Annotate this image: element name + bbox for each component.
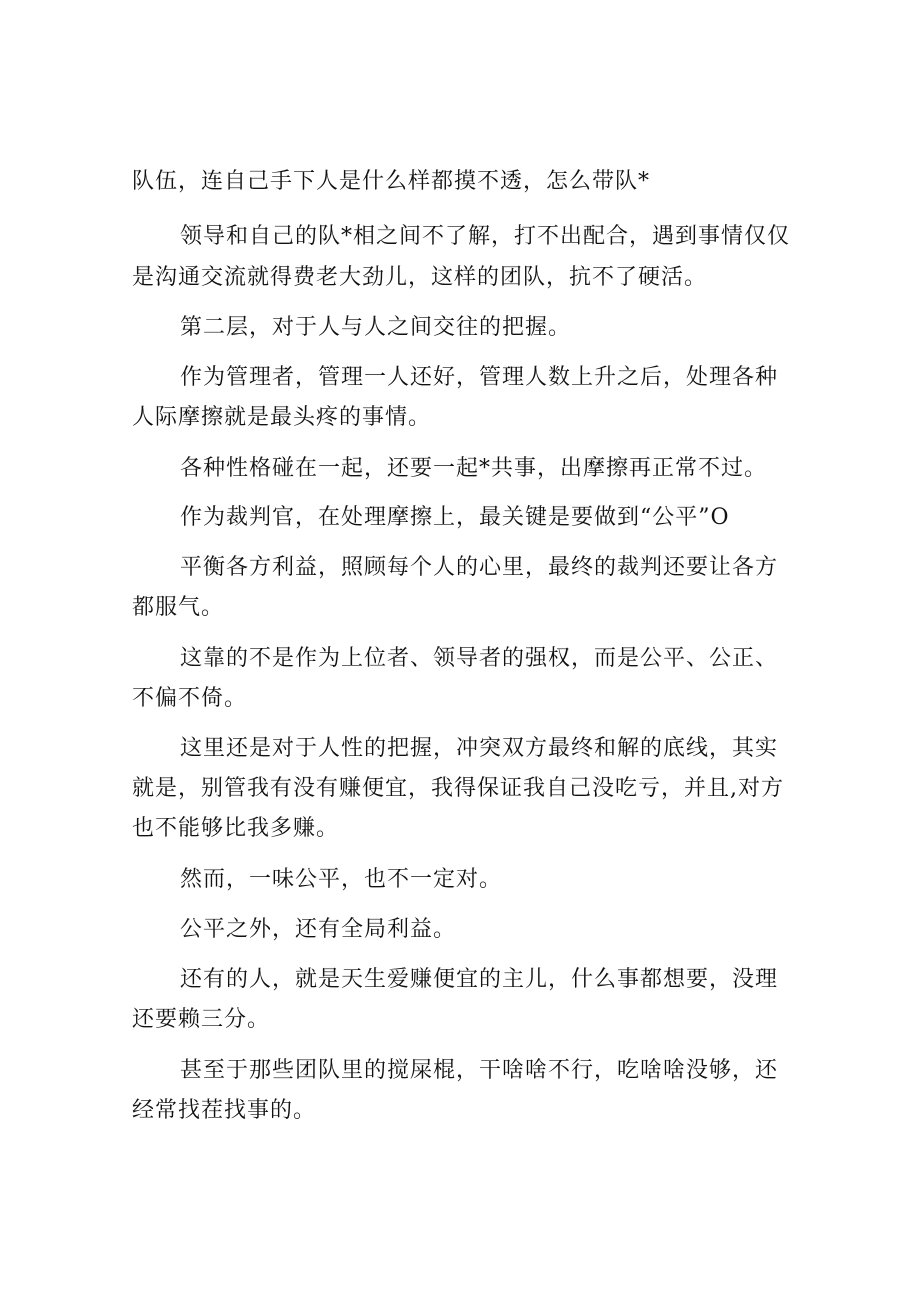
text-line: 各种性格碰在一起，还要一起*共事，出摩擦再正常不过。	[180, 456, 768, 481]
text-line: 然而，一味公平，也不一定对。	[180, 867, 503, 892]
text-line: 队伍，连自己手下人是什么样都摸不透，怎么带队*	[132, 169, 651, 194]
text-line: 也不能够比我多赚。	[132, 816, 340, 841]
text-line: 是沟通交流就得费老大劲儿，这样的团队，抗不了硬活。	[132, 265, 708, 290]
text-line: 公平之外，还有全局利益。	[180, 917, 457, 942]
text-line: 领导和自己的队*相之间不了解，打不出配合，遇到事情仅仅	[180, 224, 791, 249]
text-line: 这靠的不是作为上位者、领导者的强权，而是公平、公正、	[180, 646, 779, 671]
text-line: 都服气。	[132, 595, 225, 620]
text-line: 就是，别管我有没有赚便宜，我得保证我自己没吃亏，并且,对方	[132, 776, 784, 801]
text-line: 这里还是对于人性的把握，冲突双方最终和解的底线，其实	[180, 736, 779, 761]
text-line: 不偏不倚。	[132, 686, 248, 711]
text-line: 经常找茬找事的。	[132, 1098, 317, 1123]
text-line: 作为裁判官，在处理摩擦上，最关键是要做到“公平”O	[180, 505, 730, 530]
text-line: 还有的人，就是天生爱赚便宜的主儿，什么事都想要，没理	[180, 967, 779, 992]
text-line: 作为管理者，管理一人还好，管理人数上升之后，处理各种	[180, 365, 779, 390]
text-line: 还要赖三分。	[132, 1007, 271, 1032]
text-line: 平衡各方利益，照顾每个人的心里，最终的裁判还要让各方	[180, 555, 779, 580]
text-line: 第二层，对于人与人之间交往的把握。	[180, 315, 572, 340]
text-line: 人际摩擦就是最头疼的事情。	[132, 405, 432, 430]
text-line: 甚至于那些团队里的搅屎棍，干啥啥不行，吃啥啥没够，还	[180, 1058, 779, 1083]
